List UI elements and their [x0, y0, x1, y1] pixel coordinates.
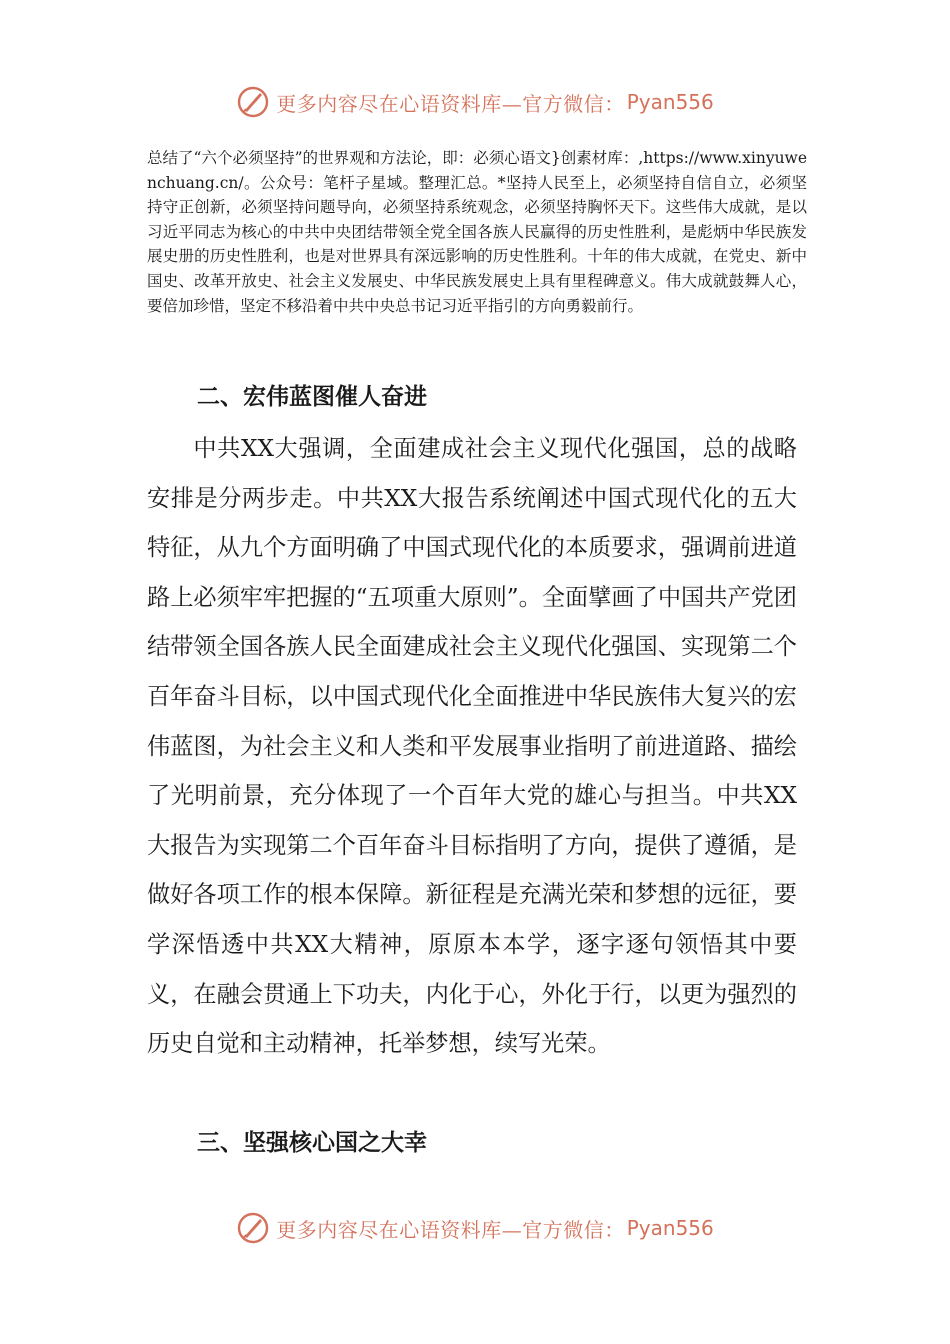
section-3-heading: 三、坚强核心国之大幸 — [197, 1130, 427, 1156]
watermark-text: 更多内容尽在心语资料库—官方微信： — [276, 1217, 625, 1242]
footer-watermark — [0, 1208, 950, 1248]
watermark-wechat-id: Pyan556 — [626, 90, 714, 114]
quill-seal-icon — [236, 1211, 270, 1245]
watermark-text: 更多内容尽在心语资料库—官方微信： — [276, 91, 625, 116]
section-2-heading: 二、宏伟蓝图催人奋进 — [197, 384, 427, 410]
intro-paragraph: 总结了“六个必须坚持”的世界观和方法论，即：必须心语文}创素材库：,https://www.xinyuwenchuang.cn/。公众号：笔杆子星域。整理汇总。*坚持人民至上，必须坚持自信自立，必须坚持守正创新，必须坚持问题导向，必须坚持系统观念，必须坚持胸怀天下。这些伟大成就，是以习近平同志为核心的中共中央团结带领全党全国各族人民赢得的历史性胜利，是彪炳中华民族发展史册的历史性胜利，也是对世界具有深远影响的历史性胜利。十年的伟大成就，在党史、新中国史、改革开放史、社会主义发展史、中华民族发展史上具有里程碑意义。伟大成就鼓舞人心，要倍加珍惜，坚定不移沿着中共中央总书记习近平指引的方向勇毅前行。 — [147, 149, 807, 315]
section-2-body: 中共XX大强调，全面建成社会主义现代化强国，总的战略安排是分两步走。中共XX大报告系统阐述中国式现代化的五大特征，从九个方面明确了中国式现代化的本质要求，强调前进道路上必须牢牢把握的“五项重大原则”。全面擘画了中国共产党团结带领全国各族人民全面建成社会主义现代化强国、实现第二个百年奋斗目标，以中国式现代化全面推进中华民族伟大复兴的宏伟蓝图，为社会主义和人类和平发展事业指明了前进道路、描绘了光明前景，充分体现了一个百年大党的雄心与担当。中共XX大报告为实现第二个百年奋斗目标指明了方向，提供了遵循，是做好各项工作的根本保障。新征程是充满光荣和梦想的远征，要学深悟透中共XX大精神，原原本本学，逐字逐句领悟其中要义，在融会贯通上下功夫，内化于心，外化于行，以更为强烈的历史自觉和主动精神，托举梦想，续写光荣。 — [147, 435, 797, 1058]
header-watermark — [0, 82, 950, 122]
watermark-wechat-id: Pyan556 — [626, 1216, 714, 1240]
quill-seal-icon — [236, 85, 270, 119]
